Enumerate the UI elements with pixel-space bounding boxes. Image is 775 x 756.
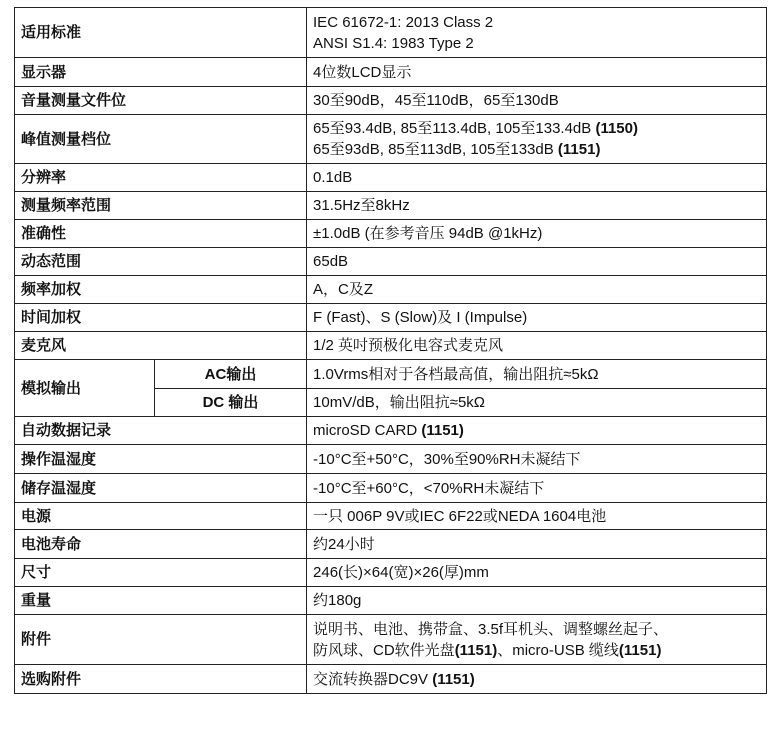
spec-value [307, 530, 767, 559]
value-text: ±1.0dB (在参考音压 94dB @1kHz) [313, 225, 543, 242]
spec-row [15, 304, 767, 332]
value-text: 约180g [313, 592, 362, 609]
value-line [313, 12, 760, 33]
value-line [313, 195, 760, 216]
spec-value [307, 559, 767, 587]
spec-value [307, 58, 767, 87]
spec-row [15, 530, 767, 559]
value-text: -10°C至+60°C，<70%RH未凝结下 [313, 479, 545, 497]
spec-label: 麦克风 [15, 332, 307, 360]
spec-label: 尺寸 [15, 559, 307, 587]
spec-row [15, 445, 767, 474]
value-line [313, 562, 760, 583]
spec-row [15, 559, 767, 587]
spec-label: 操作温湿度 [15, 445, 307, 474]
spec-row [15, 587, 767, 615]
value-line [313, 33, 760, 54]
value-line [313, 118, 760, 139]
value-line [313, 307, 760, 328]
spec-value [307, 665, 767, 694]
spec-row [15, 276, 767, 304]
value-text: 31.5Hz至8kHz [313, 197, 410, 214]
value-line [313, 669, 760, 690]
value-line [313, 449, 760, 470]
spec-row [15, 248, 767, 276]
model-tag: (1151) [432, 670, 475, 688]
value-text: 65至93.4dB, 85至113.4dB, 105至133.4dB [313, 120, 596, 137]
value-line [313, 420, 760, 441]
value-text: 1.0Vrms相对于各档最高值，输出阻抗≈5kΩ [313, 365, 599, 383]
value-text: 一只 006P 9V或IEC 6F22或NEDA 1604电池 [313, 507, 607, 525]
value-text: 说明书、电池、携带盒、3.5f耳机头、调整螺丝起子、 [313, 620, 669, 638]
value-text: 65dB [313, 253, 349, 270]
spec-value [307, 615, 767, 665]
value-text: 0.1dB [313, 169, 353, 186]
spec-value [307, 389, 767, 417]
spec-value [307, 8, 767, 58]
spec-row [15, 8, 767, 58]
value-line [313, 590, 760, 611]
value-line [313, 640, 760, 661]
spec-value [307, 248, 767, 276]
value-line [313, 167, 760, 188]
spec-row [15, 192, 767, 220]
spec-value [307, 164, 767, 192]
value-text: A，C及Z [313, 281, 374, 298]
value-text: 65至93dB, 85至113dB, 105至133dB [313, 141, 558, 158]
value-text: 交流转换器DC9V [313, 670, 433, 688]
value-line [313, 251, 760, 272]
spec-label: 附件 [15, 615, 307, 665]
spec-row [15, 360, 767, 389]
spec-value [307, 332, 767, 360]
value-text: -10°C至+50°C，30%至90%RH未凝结下 [313, 450, 581, 468]
spec-value [307, 276, 767, 304]
value-line [313, 534, 760, 555]
value-line [313, 223, 760, 244]
spec-row [15, 164, 767, 192]
value-text: 约24小时 [313, 535, 375, 553]
value-line [313, 279, 760, 300]
spec-label: 音量测量文件位 [15, 87, 307, 115]
model-tag: (1150) [595, 120, 638, 137]
spec-label: 模拟输出 [15, 360, 155, 417]
model-tag: (1151) [557, 141, 601, 158]
value-line [313, 619, 760, 640]
spec-label: 准确性 [15, 220, 307, 248]
value-text: IEC 61672-1: 2013 Class 2 [313, 13, 494, 31]
value-text: 246(长)×64(宽)×26(厚)mm [313, 564, 489, 581]
spec-row [15, 220, 767, 248]
spec-label: 显示器 [15, 58, 307, 87]
spec-sublabel: DC 输出 [155, 389, 307, 417]
value-line [313, 478, 760, 499]
spec-row [15, 58, 767, 87]
value-text: 、micro-USB 缆线 [497, 641, 619, 659]
spec-value [307, 87, 767, 115]
spec-sublabel: AC输出 [155, 360, 307, 389]
spec-value [307, 445, 767, 474]
value-line [313, 139, 760, 160]
value-line [313, 335, 760, 356]
spec-row [15, 665, 767, 694]
spec-value [307, 115, 767, 164]
value-text: ANSI S1.4: 1983 Type 2 [313, 34, 474, 52]
spec-label: 储存温湿度 [15, 474, 307, 503]
spec-row [15, 87, 767, 115]
spec-value [307, 474, 767, 503]
value-line [313, 62, 760, 83]
spec-value [307, 192, 767, 220]
spec-label: 自动数据记录 [15, 417, 307, 445]
value-text: microSD CARD [313, 422, 422, 439]
spec-row [15, 615, 767, 665]
spec-row [15, 503, 767, 530]
spec-value [307, 220, 767, 248]
value-line [313, 506, 760, 527]
spec-value [307, 360, 767, 389]
value-text: F (Fast)、S (Slow)及 I (Impulse) [313, 309, 528, 326]
value-text: 防风球、CD软件光盘 [313, 641, 455, 659]
value-line [313, 364, 760, 385]
spec-row [15, 115, 767, 164]
spec-table-body [15, 8, 767, 694]
spec-label: 峰值测量档位 [15, 115, 307, 164]
value-line [313, 392, 760, 413]
spec-label: 适用标准 [15, 8, 307, 58]
spec-label: 选购附件 [15, 665, 307, 694]
spec-label: 时间加权 [15, 304, 307, 332]
spec-label: 测量频率范围 [15, 192, 307, 220]
spec-label: 电池寿命 [15, 530, 307, 559]
model-tag: (1151) [454, 641, 498, 659]
spec-value [307, 503, 767, 530]
value-text: 4位数LCD显示 [313, 63, 412, 81]
spec-label: 分辨率 [15, 164, 307, 192]
value-text: 30至90dB，45至110dB，65至130dB [313, 92, 559, 109]
spec-table [14, 7, 767, 694]
spec-label: 频率加权 [15, 276, 307, 304]
spec-value [307, 304, 767, 332]
value-line [313, 90, 760, 111]
spec-row [15, 474, 767, 503]
model-tag: (1151) [618, 641, 662, 659]
value-text: 10mV/dB，输出阻抗≈5kΩ [313, 394, 486, 411]
spec-label: 电源 [15, 503, 307, 530]
spec-row [15, 417, 767, 445]
value-text: 1/2 英吋预极化电容式麦克风 [313, 337, 504, 354]
model-tag: (1151) [421, 422, 464, 439]
spec-label: 重量 [15, 587, 307, 615]
spec-label: 动态范围 [15, 248, 307, 276]
spec-row [15, 332, 767, 360]
spec-value [307, 587, 767, 615]
spec-value [307, 417, 767, 445]
